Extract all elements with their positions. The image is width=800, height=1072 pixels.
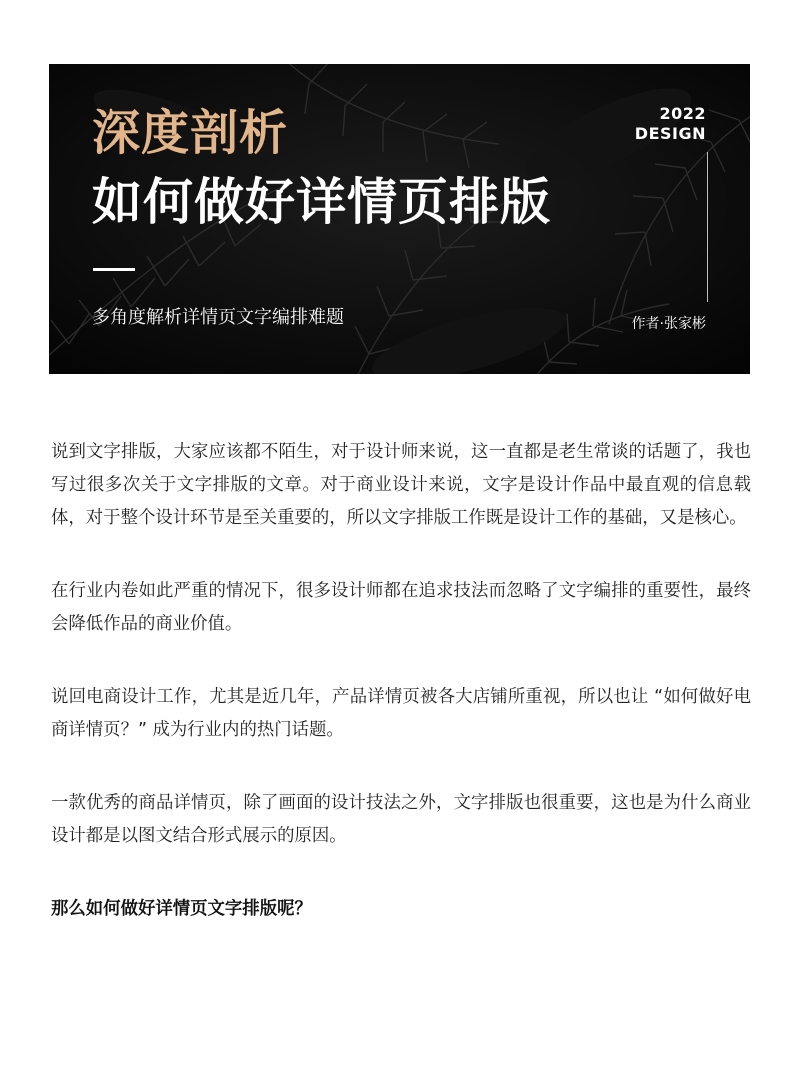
hero-banner [49, 64, 750, 374]
article-body [51, 436, 751, 926]
author-credit: 作者·张家彬 [631, 316, 706, 332]
banner-vertical-divider [707, 152, 708, 302]
article-paragraph: 一款优秀的商品详情页，除了画面的设计技法之外，文字排版也很重要，这也是为什么商业设计都是以图文结合形式展示的原因。 [51, 793, 751, 846]
banner-headline-main: 如何做好详情页排版 [92, 173, 551, 231]
article-paragraph: 说到文字排版，大家应该都不陌生，对于设计师来说，这一直都是老生常谈的话题了，我也写过很多次关于文字排版的文章。对于商业设计来说，文字是设计作品中最直观的信息载体，对于整个设计环节是至关重要的，所以文字排版工作既是设计工作的基础，又是核心。 [51, 442, 751, 528]
banner-headline-accent: 深度剖析 [92, 105, 289, 161]
year-design-badge [635, 104, 706, 144]
article-paragraph: 在行业内卷如此严重的情况下，很多设计师都在追求技法而忽略了文字编排的重要性，最终会降低作品的商业价值。 [51, 581, 751, 634]
badge-year: 2022 [659, 104, 706, 123]
closing-question-heading: 那么如何做好详情页文字排版呢？ [51, 899, 312, 919]
banner-short-divider [93, 268, 135, 271]
article-paragraph: 说回电商设计工作，尤其是近几年，产品详情页被各大店铺所重视，所以也让 “如何做好电商详情页？” 成为行业内的热门话题。 [51, 687, 751, 740]
banner-subtitle: 多角度解析详情页文字编排难题 [92, 307, 344, 328]
badge-design-label: DESIGN [634, 124, 706, 143]
